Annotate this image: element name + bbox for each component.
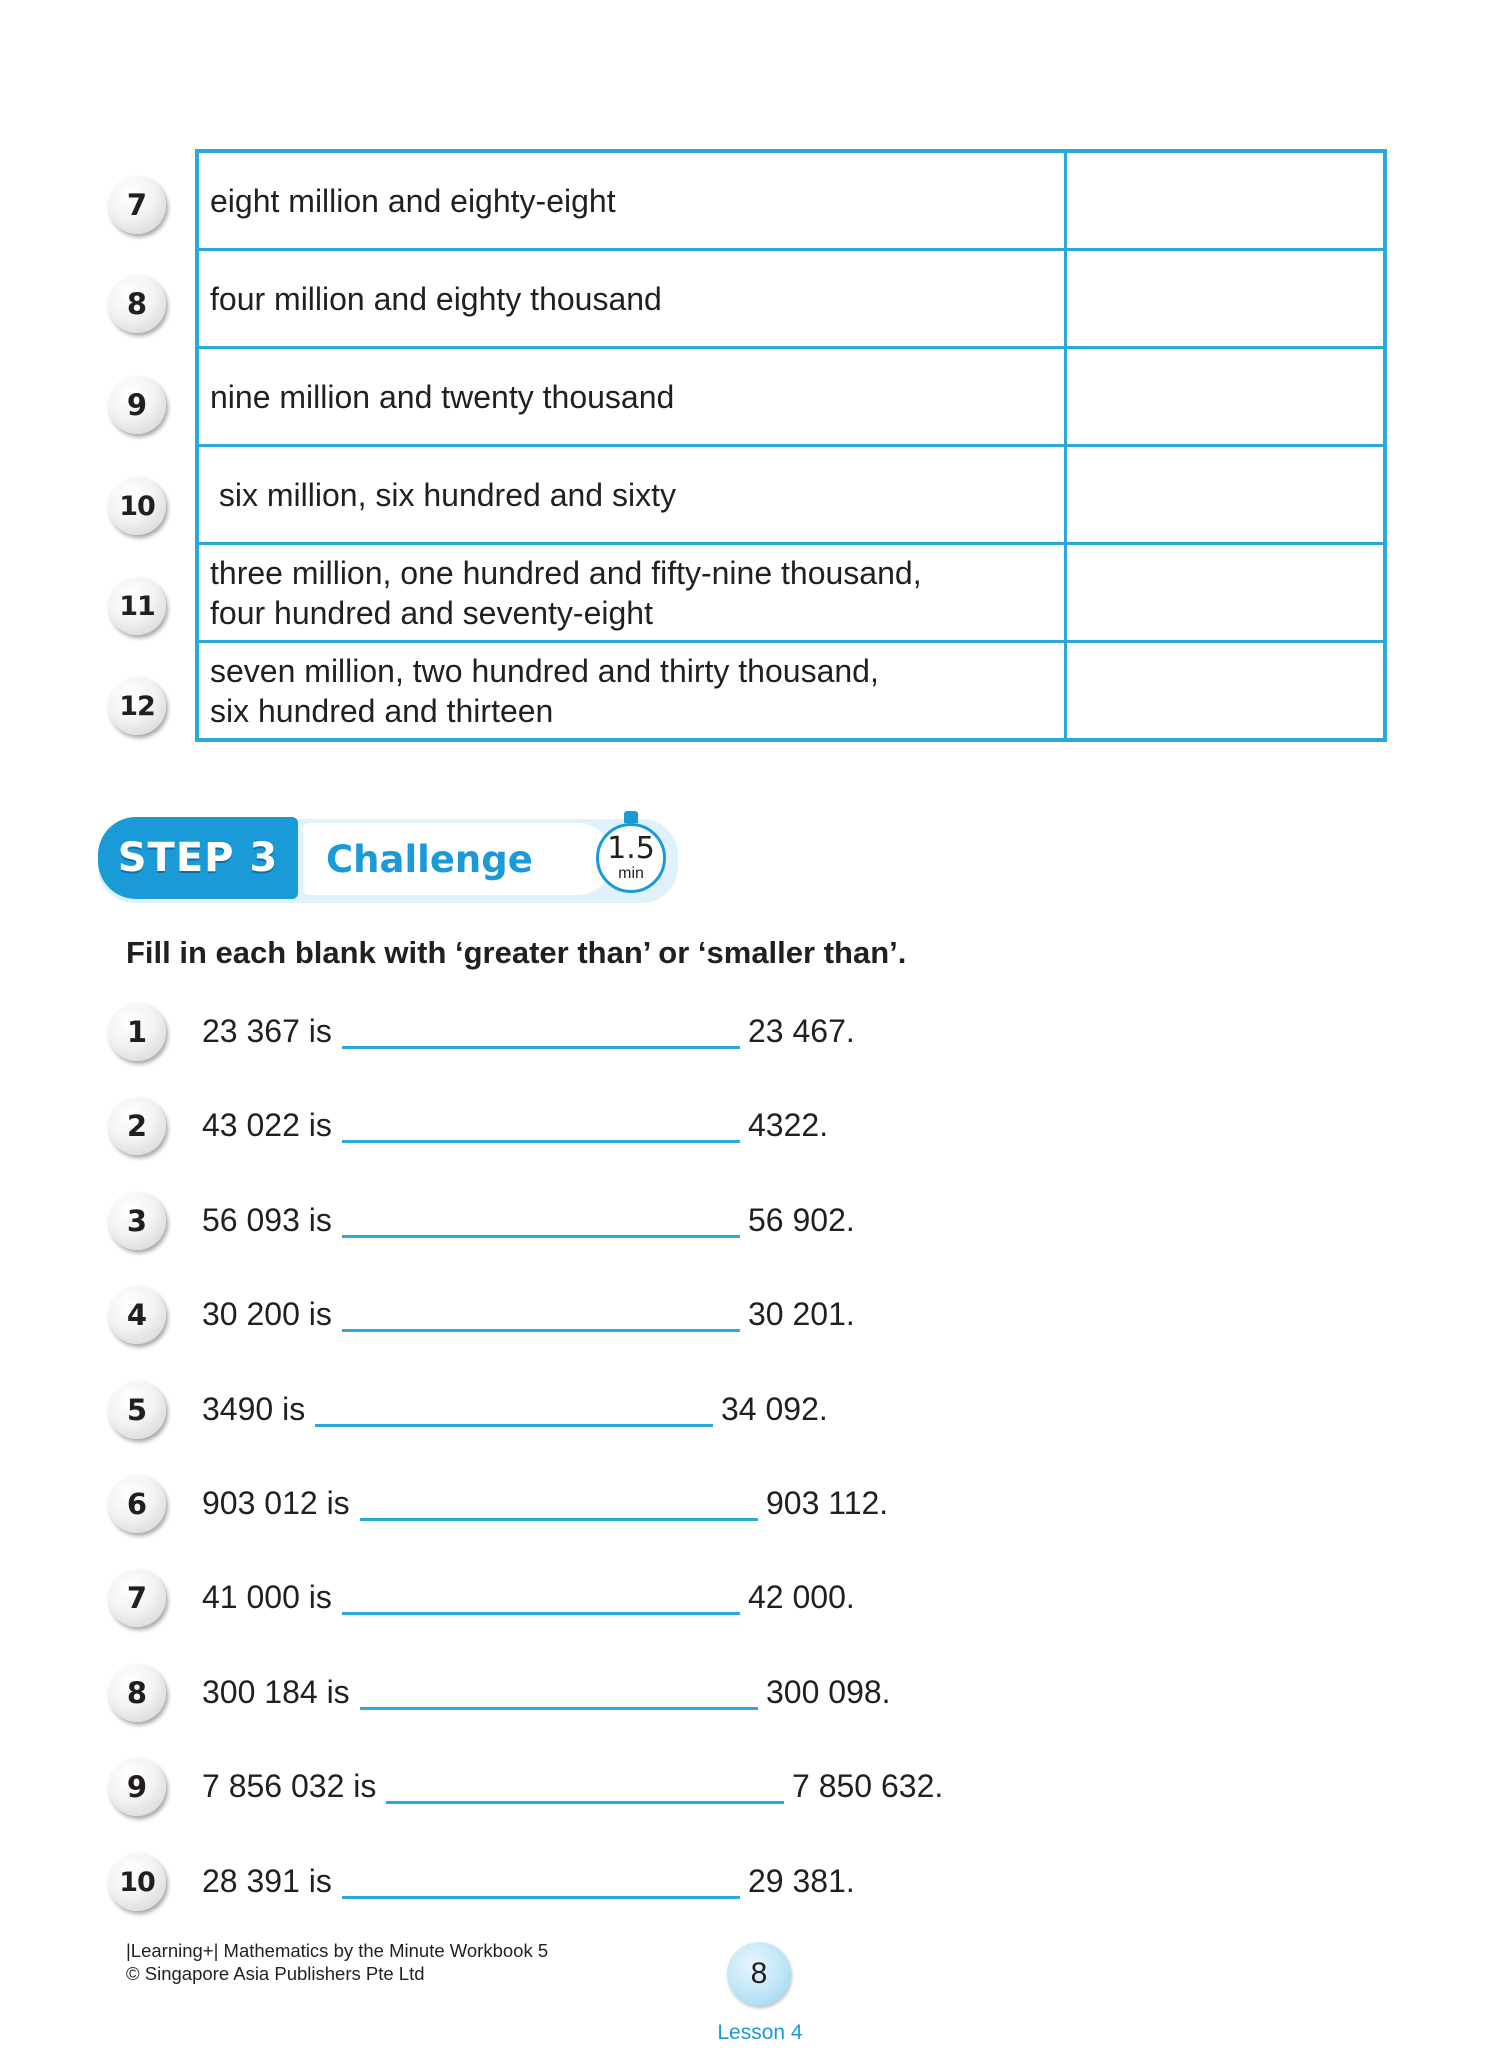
question-left-text: 30 200 is: [202, 1296, 332, 1332]
answer-blank-line[interactable]: [342, 1046, 740, 1049]
question-left-text: 23 367 is: [202, 1013, 332, 1049]
question-left-text: 7 856 032 is: [202, 1768, 377, 1804]
question-number-bubble: 7: [108, 1569, 166, 1627]
step-label: STEP 3: [98, 817, 298, 899]
question-number-bubble: 12: [108, 677, 166, 735]
answer-cell[interactable]: [1066, 446, 1385, 544]
question-number-bubble: 10: [108, 1853, 166, 1911]
answer-blank-line[interactable]: [342, 1612, 740, 1615]
question-right-text: 34 092.: [721, 1391, 828, 1427]
question-left-text: 43 022 is: [202, 1107, 332, 1143]
credit-line-1: |Learning+| Mathematics by the Minute Workbook 5: [126, 1940, 549, 1961]
lesson-label: Lesson 4: [717, 2021, 803, 2044]
answer-blank-line[interactable]: [342, 1235, 740, 1238]
question-number-bubble: 9: [108, 376, 166, 434]
stopwatch-icon: [596, 823, 666, 893]
question-right-text: 56 902.: [748, 1202, 855, 1238]
number-words-cell: [197, 642, 1066, 741]
answer-blank-line[interactable]: [386, 1801, 784, 1804]
table-row: [197, 151, 1385, 250]
number-words-cell: [197, 544, 1066, 642]
question-number-bubble: 1: [108, 1003, 166, 1061]
question-right-text: 23 467.: [748, 1013, 855, 1049]
question-number-bubble: 10: [108, 477, 166, 535]
answer-cell[interactable]: [1066, 250, 1385, 348]
question-number-bubble: 11: [108, 577, 166, 635]
question-item: [0, 1192, 1498, 1252]
question-number-bubble: 7: [108, 176, 166, 234]
number-words-line: three million, one hundred and fifty-nine thousand,: [210, 554, 922, 591]
question-left-text: 41 000 is: [202, 1579, 332, 1615]
number-words-cell: [197, 151, 1066, 250]
page-number: 8: [727, 1942, 791, 2006]
number-words-line: four hundred and seventy-eight: [210, 594, 653, 631]
answer-cell[interactable]: [1066, 151, 1385, 250]
question-number-bubble: 8: [108, 1664, 166, 1722]
table-row: [197, 250, 1385, 348]
answer-cell[interactable]: [1066, 348, 1385, 446]
question-item: [0, 1003, 1498, 1063]
table-row: [197, 642, 1385, 741]
instruction-text: Fill in each blank with ‘greater than’ or ‘smaller than’.: [126, 935, 907, 970]
table-row: [197, 348, 1385, 446]
question-item: [0, 1664, 1498, 1724]
table-row: [197, 446, 1385, 544]
question-right-text: 300 098.: [766, 1674, 891, 1710]
table-row: [197, 544, 1385, 642]
question-item: [0, 1286, 1498, 1346]
number-words-line: six hundred and thirteen: [210, 692, 554, 729]
number-words-cell: [197, 348, 1066, 446]
question-right-text: 4322.: [748, 1107, 829, 1143]
stopwatch-knob: [624, 811, 638, 823]
question-number-bubble: 2: [108, 1097, 166, 1155]
credit-line-2: © Singapore Asia Publishers Pte Ltd: [126, 1963, 425, 1984]
question-number-bubble: 6: [108, 1475, 166, 1533]
question-left-text: 3490 is: [202, 1391, 306, 1427]
answer-blank-line[interactable]: [360, 1707, 758, 1710]
answer-cell[interactable]: [1066, 642, 1385, 741]
number-words-cell: [197, 250, 1066, 348]
footer-credit: [126, 1939, 548, 1985]
number-words-line: four million and eighty thousand: [210, 280, 662, 317]
question-item: [0, 1097, 1498, 1157]
question-number-bubble: 4: [108, 1286, 166, 1344]
question-number-bubble: 9: [108, 1758, 166, 1816]
question-item: [0, 1758, 1498, 1818]
number-words-line: nine million and twenty thousand: [210, 378, 675, 415]
answer-blank-line[interactable]: [342, 1896, 740, 1899]
question-item: [0, 1853, 1498, 1913]
question-right-text: 30 201.: [748, 1296, 855, 1332]
question-item: [0, 1569, 1498, 1629]
question-left-text: 56 093 is: [202, 1202, 332, 1238]
step-title: Challenge: [326, 838, 533, 881]
question-number-bubble: 8: [108, 275, 166, 333]
question-right-text: 29 381.: [748, 1863, 855, 1899]
question-left-text: 903 012 is: [202, 1485, 350, 1521]
number-words-cell: [197, 446, 1066, 544]
question-item: [0, 1381, 1498, 1441]
number-words-line: eight million and eighty-eight: [210, 182, 616, 219]
number-words-line: six million, six hundred and sixty: [210, 476, 676, 513]
question-left-text: 300 184 is: [202, 1674, 350, 1710]
question-left-text: 28 391 is: [202, 1863, 332, 1899]
answer-blank-line[interactable]: [315, 1424, 713, 1427]
question-item: [0, 1475, 1498, 1535]
timer-value: 1.5: [607, 831, 655, 866]
answer-blank-line[interactable]: [342, 1140, 740, 1143]
answer-blank-line[interactable]: [342, 1329, 740, 1332]
question-number-bubble: 3: [108, 1192, 166, 1250]
question-right-text: 903 112.: [766, 1485, 889, 1521]
answer-blank-line[interactable]: [360, 1518, 758, 1521]
number-words-line: seven million, two hundred and thirty thousand,: [210, 652, 879, 689]
timer-unit: min: [618, 865, 644, 882]
number-words-table: [195, 149, 1387, 742]
question-right-text: 42 000.: [748, 1579, 855, 1615]
question-number-bubble: 5: [108, 1381, 166, 1439]
question-right-text: 7 850 632.: [792, 1768, 944, 1804]
step-banner: [98, 807, 683, 907]
answer-cell[interactable]: [1066, 544, 1385, 642]
